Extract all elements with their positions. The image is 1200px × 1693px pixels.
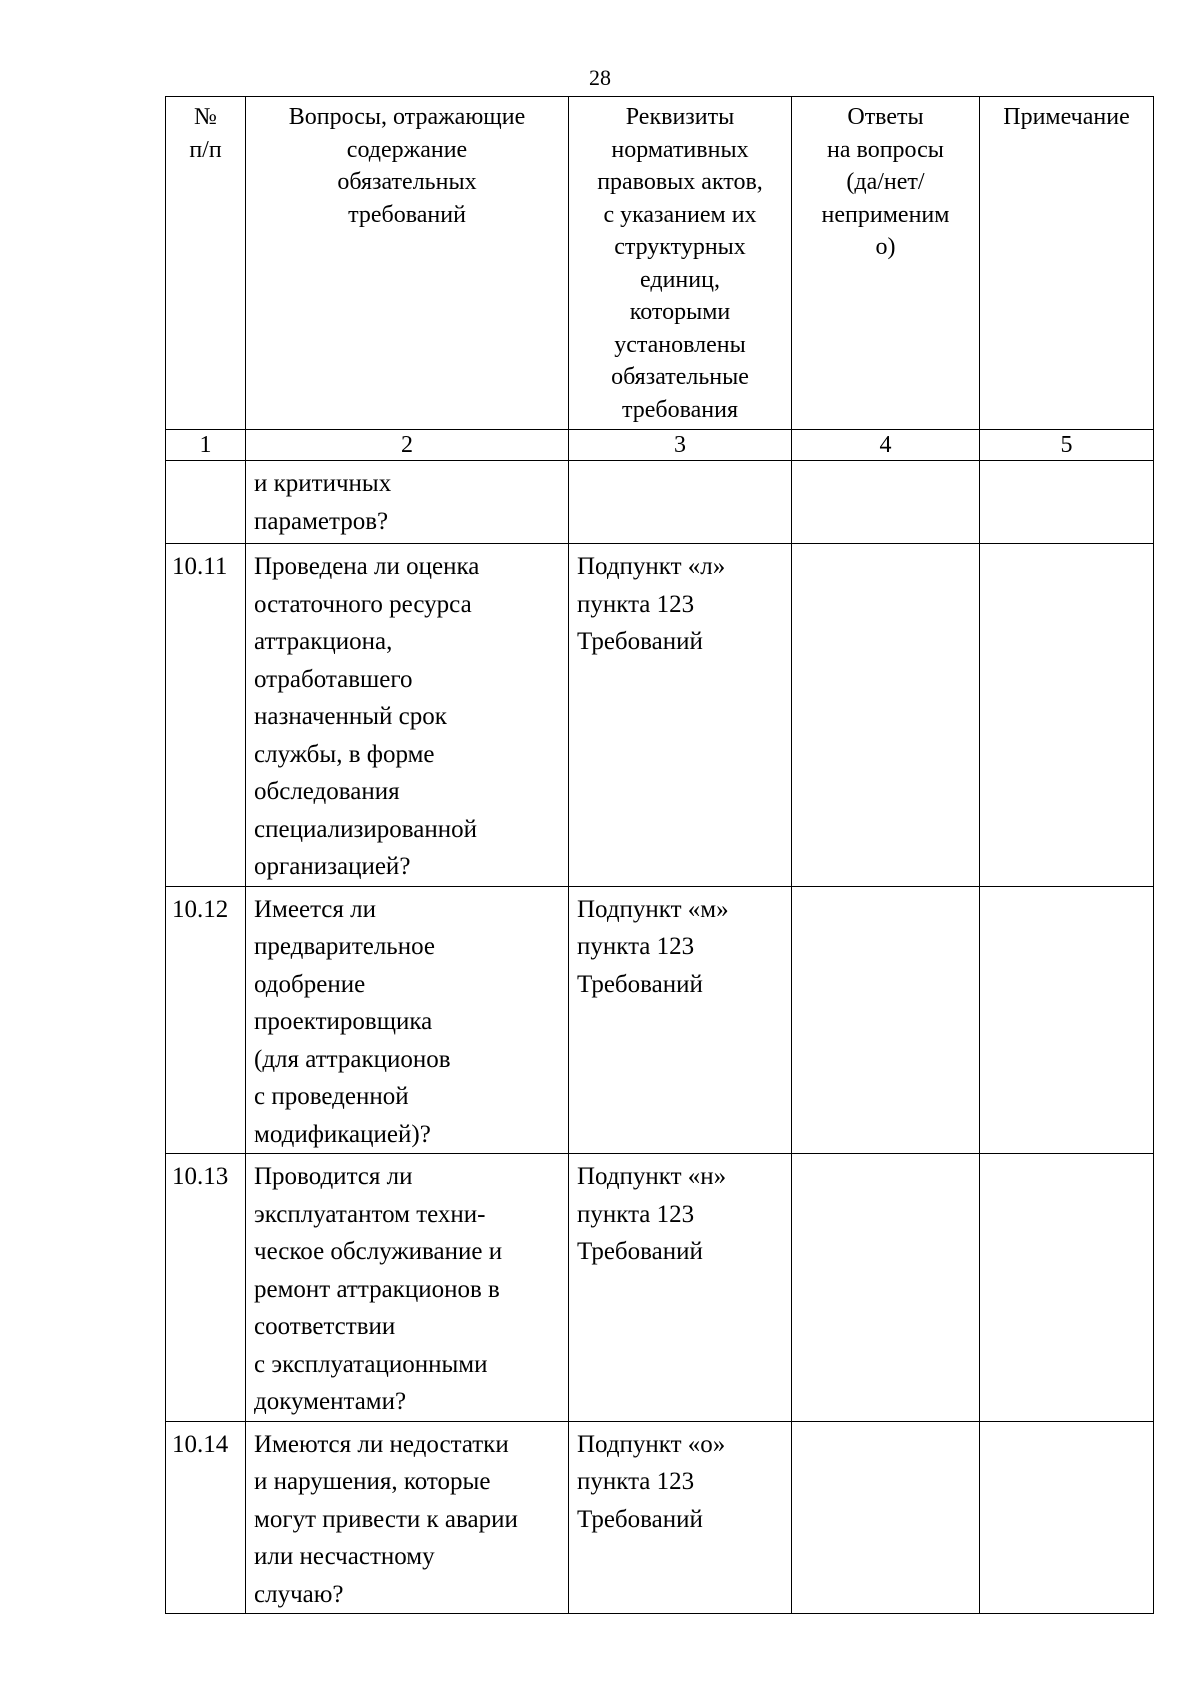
note-cell [980,544,1154,887]
page-number: 28 [589,65,611,90]
table-row [166,461,1154,544]
reference-cell [569,461,792,544]
answer-cell [792,544,980,887]
column-numbers-row [166,430,1154,461]
header-questions: Вопросы, отражающие содержание обязательных требований [246,97,569,430]
question-cell: и критичных параметров? [246,461,569,544]
row-number-cell: 10.13 [166,1154,246,1422]
note-cell [980,461,1154,544]
table-row [166,1154,1154,1422]
column-number: 5 [980,430,1154,461]
row-number-cell: 10.11 [166,544,246,887]
table-row [166,544,1154,887]
note-cell [980,886,1154,1154]
reference-cell: Подпункт «м» пункта 123 Требований [569,886,792,1154]
requirements-checklist-table [165,96,1154,1614]
table-row [166,1421,1154,1614]
row-number-cell: 10.12 [166,886,246,1154]
header-legal-references: Реквизиты нормативных правовых актов, с указанием их структурных единиц, которыми установлены обязательные требования [569,97,792,430]
answer-cell [792,1154,980,1422]
header-number: № п/п [166,97,246,430]
header-answers: Ответы на вопросы (да/нет/ неприменим о) [792,97,980,430]
question-cell: Имеется ли предварительное одобрение проектировщика (для аттракционов с проведенной модификацией)? [246,886,569,1154]
reference-cell: Подпункт «о» пункта 123 Требований [569,1421,792,1614]
column-number: 2 [246,430,569,461]
note-cell [980,1154,1154,1422]
header-notes: Примечание [980,97,1154,430]
column-number: 1 [166,430,246,461]
answer-cell [792,461,980,544]
answer-cell [792,886,980,1154]
note-cell [980,1421,1154,1614]
question-cell: Проводится ли эксплуатантом техни- ческое обслуживание и ремонт аттракционов в соответствии с эксплуатационными документами? [246,1154,569,1422]
reference-cell: Подпункт «н» пункта 123 Требований [569,1154,792,1422]
table-row [166,886,1154,1154]
question-cell: Проведена ли оценка остаточного ресурса аттракциона, отработавшего назначенный срок службы, в форме обследования специализированной организацией? [246,544,569,887]
table-header-row [166,97,1154,430]
row-number-cell: 10.14 [166,1421,246,1614]
question-cell: Имеются ли недостатки и нарушения, которые могут привести к аварии или несчастному случаю? [246,1421,569,1614]
row-number-cell [166,461,246,544]
reference-cell: Подпункт «л» пункта 123 Требований [569,544,792,887]
answer-cell [792,1421,980,1614]
column-number: 3 [569,430,792,461]
column-number: 4 [792,430,980,461]
